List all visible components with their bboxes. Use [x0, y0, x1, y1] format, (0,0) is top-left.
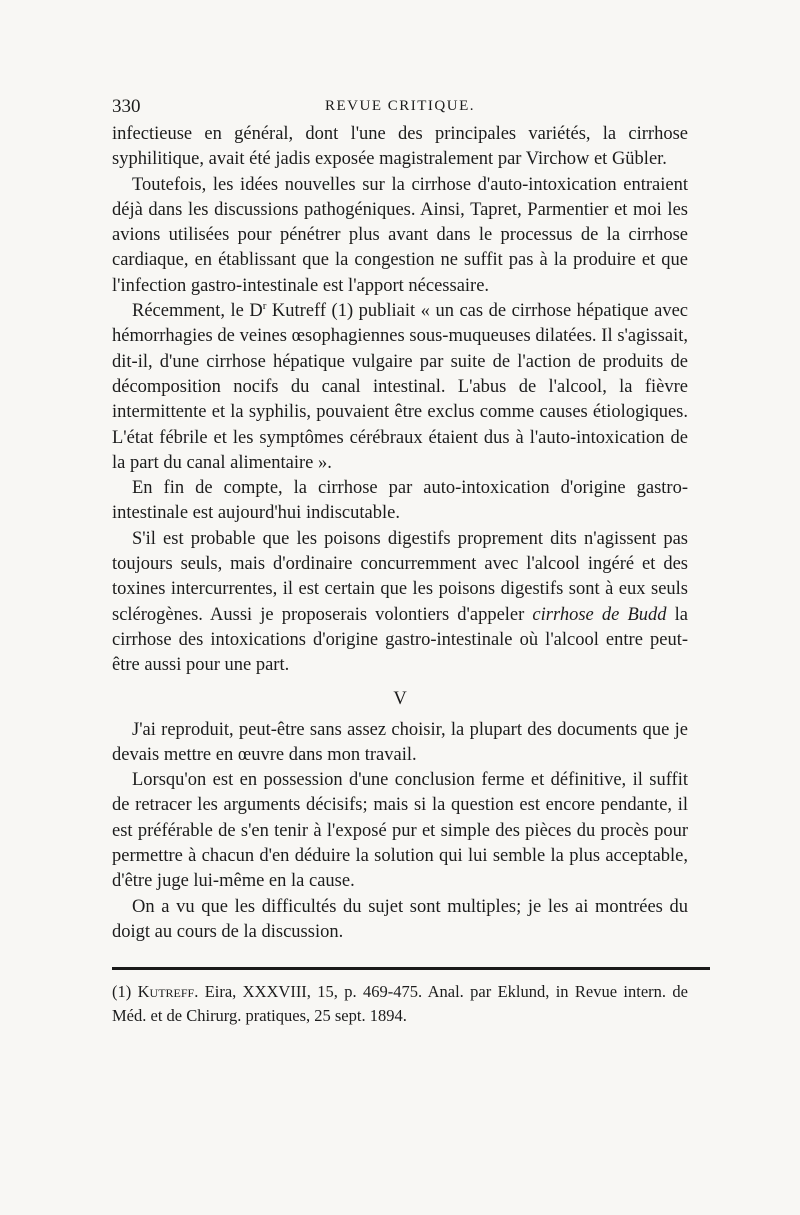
footnote: [112, 980, 688, 1028]
paragraph: [112, 299, 688, 476]
paragraph: [112, 527, 688, 679]
paragraph-text: S'il est probable que les poisons digestifs proprement dits n'agissent pas toujours seuls, mais d'ordinaire concurremment avec l'alcool ingéré et des toxines intercurrentes, il est certain que les poisons digestifs sont à eux seuls sclérogènes. Aussi je proposerais volontiers d'appeler: [112, 528, 688, 625]
footnote-marker: (1): [112, 982, 138, 1002]
section-heading: V: [393, 688, 407, 709]
running-title: REVUE CRITIQUE.: [325, 98, 475, 114]
superscript: r: [262, 299, 267, 312]
paragraph: On a vu que les difficultés du sujet sont multiples; je les ai montrées du doigt au cours de la discussion.: [112, 896, 688, 942]
paragraph: En fin de compte, la cirrhose par auto-intoxication d'origine gastro-intestinale est aujourd'hui indiscutable.: [112, 478, 688, 524]
document-page: [112, 96, 688, 1028]
paragraph-text: Kutreff (1) publiait « un cas de cirrhose hépatique avec hémorrhagies de veines œsophagiennes sous-muqueuses dilatées. Il s'agissait, dit-il, d'une cirrhose hépatique vulgaire par suite de l'action de produits de décomposition nocifs du canal intestinal. L'abus de l'alcool, la fièvre intermittente et la syphilis, pouvaient être exclus comme causes étiologiques. L'état fébrile et les symptômes cérébraux étaient dus à l'auto-intoxication de la part du canal alimentaire ».: [112, 301, 688, 473]
paragraph: infectieuse en général, dont l'une des principales variétés, la cirrhose syphilitique, avait été jadis exposée magistralement par Virchow et Gübler.: [112, 124, 688, 170]
page-number: 330: [112, 96, 141, 117]
paragraph: J'ai reproduit, peut-être sans assez choisir, la plupart des documents que je devais mettre en œuvre dans mon travail.: [112, 719, 688, 765]
page-header: [112, 96, 688, 122]
footnote-divider: [112, 967, 710, 970]
paragraph: Toutefois, les idées nouvelles sur la cirrhose d'auto-intoxication entraient déjà dans les discussions pathogéniques. Ainsi, Tapret, Parmentier et moi les avions utilisées pour pénétrer plus avant dans le processus de la cirrhose cardiaque, en établissant que la congestion ne suffit pas à la produire et que l'infection gastro-intestinale est l'apport nécessaire.: [112, 174, 688, 296]
body-text: [112, 122, 688, 945]
footnote-author: Kutreff: [137, 982, 195, 1002]
emphasis-term: cirrhose de Budd: [532, 604, 667, 625]
paragraph-text: Récemment, le D: [132, 301, 263, 322]
footnote-text: . Eira, XXXVIII, 15, p. 469-475. Anal. par Eklund, in Revue intern. de Méd. et de Chirurg. pratiques, 25 sept. 1894.: [112, 982, 688, 1026]
paragraph: Lorsqu'on est en possession d'une conclusion ferme et définitive, il suffit de retracer les arguments décisifs; mais si la question est encore pendante, il est préférable de s'en tenir à l'exposé pur et simple des pièces du procès pour permettre à chacun d'en déduire la solution qui lui semble la plus acceptable, d'être juge lui-même en la cause.: [112, 770, 688, 892]
paragraph-text: la cirrhose des intoxications d'origine gastro-intestinale où l'alcool entre peut-être aussi pour une part.: [112, 604, 688, 676]
